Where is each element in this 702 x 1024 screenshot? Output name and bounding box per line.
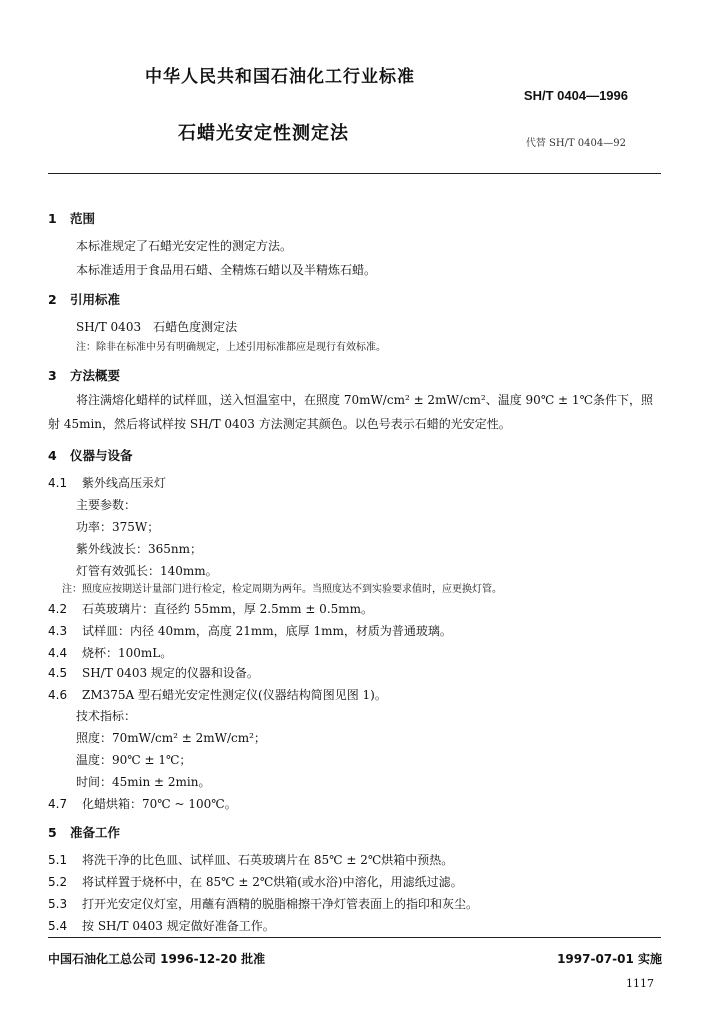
footer-divider xyxy=(48,937,661,938)
item-4-3: 4.3 试样皿：内径 40mm，高度 21mm，底厚 1mm，材质为普通玻璃。 xyxy=(48,624,452,638)
item-4-6-temperature: 温度：90℃ ± 1℃； xyxy=(76,753,192,767)
item-5-4: 5.4 按 SH/T 0403 规定做好准备工作。 xyxy=(48,919,275,933)
replaces-note: 代替 SH/T 0404—92 xyxy=(525,138,626,149)
section-1-para-2: 本标准适用于食品用石蜡、全精炼石蜡以及半精炼石蜡。 xyxy=(76,263,377,277)
item-4-6-specs-label: 技术指标： xyxy=(76,709,137,723)
item-4-1: 4.1 紫外线高压汞灯 xyxy=(48,476,167,490)
item-4-1-params-label: 主要参数： xyxy=(76,498,137,512)
section-4-heading: 4 仪器与设备 xyxy=(48,448,133,463)
item-4-1-note: 注：照度应按期送计量部门进行检定，检定周期为两年。当照度达不到实验要求值时，应更换灯管。 xyxy=(62,584,502,595)
section-2-note: 注：除非在标准中另有明确规定，上述引用标准都应是现行有效标准。 xyxy=(76,342,386,353)
section-3-heading: 3 方法概要 xyxy=(48,368,121,383)
item-4-5: 4.5 SH/T 0403 规定的仪器和设备。 xyxy=(48,666,259,680)
page-number: 1117 xyxy=(626,977,654,990)
issuing-organization: 中华人民共和国石油化工行业标准 xyxy=(145,67,415,87)
item-4-1-wavelength: 紫外线波长：365nm； xyxy=(76,542,203,556)
approval-line: 中国石油化工总公司 1996-12-20 批准 xyxy=(48,952,266,966)
item-4-6-time: 时间：45min ± 2min。 xyxy=(76,775,211,789)
section-5-heading: 5 准备工作 xyxy=(48,825,121,840)
item-5-1: 5.1 将洗干净的比色皿、试样皿、石英玻璃片在 85℃ ± 2℃烘箱中预热。 xyxy=(48,853,454,867)
section-1-para-1: 本标准规定了石蜡光安定性的测定方法。 xyxy=(76,239,293,253)
item-4-2: 4.2 石英玻璃片：直径约 55mm，厚 2.5mm ± 0.5mm。 xyxy=(48,602,374,616)
item-4-6: 4.6 ZM375A 型石蜡光安定性测定仪(仪器结构简图见图 1)。 xyxy=(48,688,387,702)
item-4-1-arc-length: 灯管有效弧长：140mm。 xyxy=(76,564,218,578)
effective-date: 1997-07-01 实施 xyxy=(557,952,662,966)
item-4-1-power: 功率：375W； xyxy=(76,520,160,534)
section-1-heading: 1 范围 xyxy=(48,211,96,226)
item-5-2: 5.2 将试样置于烧杯中，在 85℃ ± 2℃烘箱(或水浴)中溶化，用滤纸过滤。 xyxy=(48,875,463,889)
reference-sh-t-0403: SH/T 0403 石蜡色度测定法 xyxy=(76,320,238,334)
item-5-3: 5.3 打开光安定仪灯室，用蘸有酒精的脱脂棉擦干净灯管表面上的指印和灰尘。 xyxy=(48,897,479,911)
header-divider xyxy=(48,173,661,174)
item-4-4: 4.4 烧杯：100mL。 xyxy=(48,646,173,660)
document-title: 石蜡光安定性测定法 xyxy=(178,123,349,144)
item-4-6-illuminance: 照度：70mW/cm² ± 2mW/cm²； xyxy=(76,731,266,745)
standard-code: SH/T 0404—1996 xyxy=(523,88,628,103)
section-3-text: 将注满熔化蜡样的试样皿，送入恒温室中，在照度 70mW/cm² ± 2mW/cm²、温度 90℃ ± 1℃条件下，照射 45min，然后将试样按 SH/T 0403 方法测定其颜色。以色号表示石蜡的光安定性。 xyxy=(48,393,653,431)
section-2-heading: 2 引用标准 xyxy=(48,292,121,307)
item-4-7: 4.7 化蜡烘箱：70℃ ~ 100℃。 xyxy=(48,797,237,811)
